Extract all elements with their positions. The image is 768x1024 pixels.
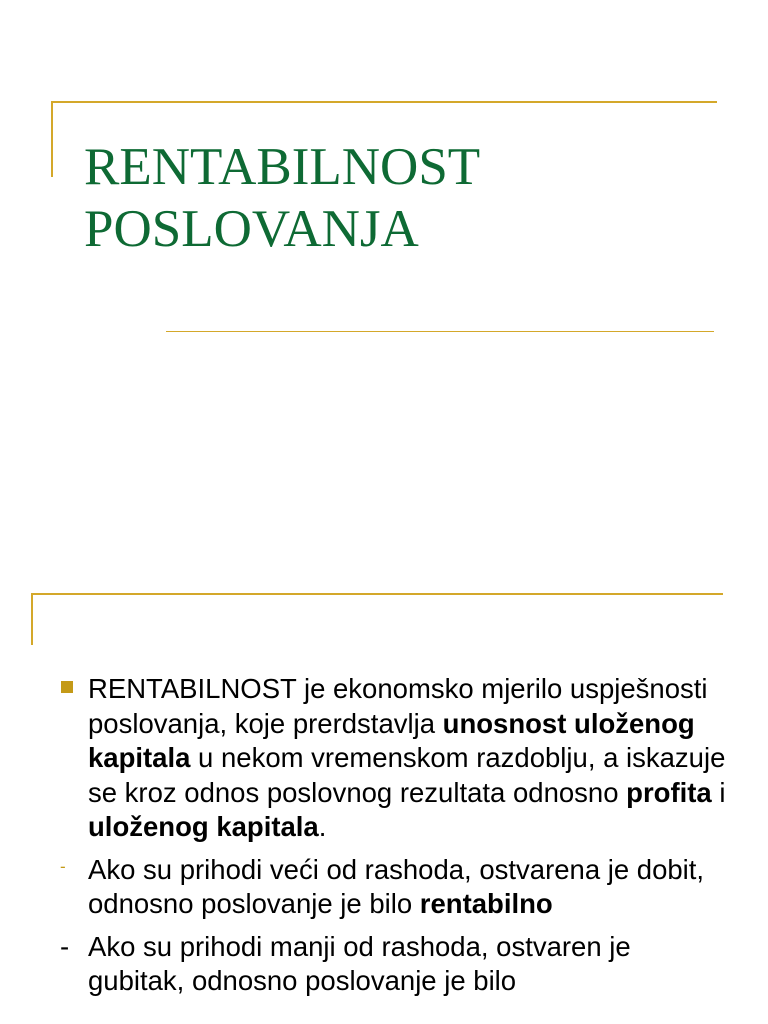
slide1-left-rule [51, 101, 53, 177]
slide1-bottom-rule [166, 331, 714, 332]
bullet1-bold-profita: profita [626, 776, 712, 808]
item2-bold-rentabilno: rentabilno [419, 888, 553, 919]
small-dash-bullet-icon: - [60, 856, 66, 876]
slide1-top-rule [51, 101, 717, 103]
slide1-title [84, 136, 480, 260]
bullet1-bold-unosnost: unosnost uloženog kapitala [88, 707, 695, 773]
dash-bullet-icon: - [60, 930, 70, 962]
item2-text: Ako su prihodi veći od rashoda, ostvarena je dobit, odnosno poslovanje je bilo [88, 853, 705, 919]
bullet-item-rentabilnost [0, 672, 768, 845]
slide2-body [0, 672, 768, 999]
dash-item-dobit [0, 853, 768, 922]
bullet1-text-part1: RENTABILNOST je ekonomsko mjerilo uspješnosti poslovanja, koje prerdstavlja [88, 673, 708, 739]
item3-text: Ako su prihodi manji od rashoda, ostvaren je gubitak, odnosno poslovanje je bilo [88, 930, 631, 996]
slide2-top-rule [31, 593, 723, 595]
slide2-left-rule [31, 593, 33, 645]
title-line-2: POSLOVANJA [84, 200, 419, 258]
bullet1-text-part3: i [711, 776, 726, 808]
dash-item-gubitak [0, 930, 768, 999]
title-line-1: RENTABILNOST [84, 138, 481, 196]
square-bullet-icon [61, 681, 73, 693]
bullet1-bold-kapitala: uloženog kapitala [88, 811, 319, 842]
bullet1-text-part2: u nekom vremenskom razdoblju, a iskazuje se kroz odnos poslovnog rezultata odnosno [88, 742, 726, 808]
bullet1-text-part4: . [318, 811, 327, 842]
